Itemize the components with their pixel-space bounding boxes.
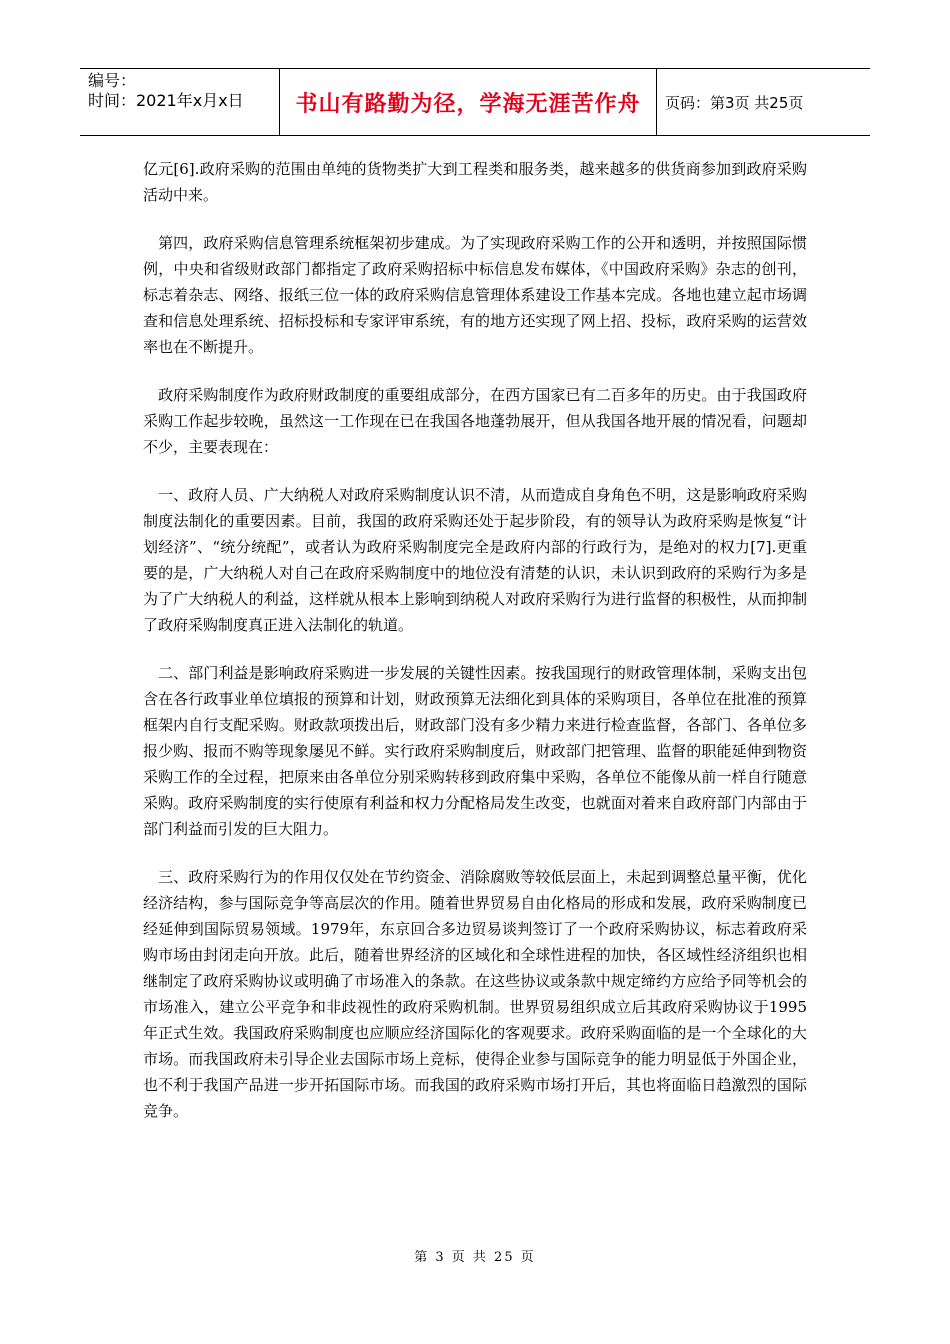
header-meta-cell: [80, 69, 280, 135]
paragraph-1: 亿元[6].政府采购的范围由单纯的货物类扩大到工程类和服务类，越来越多的供货商参加到政府采购活动中来。: [143, 160, 807, 204]
page-header: [80, 68, 870, 136]
paragraph-6: 三、政府采购行为的作用仅仅处在节约资金、消除腐败等较低层面上，未起到调整总量平衡，优化经济结构，参与国际竞争等高层次的作用。随着世界贸易自由化格局的形成和发展，政府采购制度已经延伸到国际贸易领域。1979年，东京回合多边贸易谈判签订了一个政府采购协议，标志着政府采购市场由封闭走向开放。此后，随着世界经济的区域化和全球性进程的加快，各区域性经济组织也相继制定了政府采购协议或明确了市场准入的条款。在这些协议或条款中规定缔约方应给予同等机会的市场准入，建立公平竞争和非歧视性的政府采购机制。世界贸易组织成立后其政府采购协议于1995年正式生效。我国政府采购制度也应顺应经济国际化的客观要求。政府采购面临的是一个全球化的大市场。而我国政府未引导企业去国际市场上竞标，使得企业参与国际竞争的能力明显低于外国企业，也不利于我国产品进一步开拓国际市场。而我国的政府采购市场打开后，其也将面临日趋激烈的国际竞争。: [143, 868, 807, 1120]
paragraph-2: 第四，政府采购信息管理系统框架初步建成。为了实现政府采购工作的公开和透明，并按照国际惯例，中央和省级财政部门都指定了政府采购招标中标信息发布媒体，《中国政府采购》杂志的创刊，标志着杂志、网络、报纸三位一体的政府采购信息管理体系建设工作基本完成。各地也建立起市场调查和信息处理系统、招标投标和专家评审系统，有的地方还实现了网上招、投标，政府采购的运营效率也在不断提升。: [143, 234, 807, 356]
header-motto: 书山有路勤为径，学海无涯苦作舟: [280, 69, 657, 135]
page-footer: 第 3 页 共 25 页: [414, 1250, 536, 1265]
document-body: [143, 156, 807, 1146]
document-date-label: 时间：2021年x月x日: [88, 91, 244, 110]
header-page-info: 页码：第3页 共25页: [665, 93, 804, 112]
paragraph-5: 二、部门利益是影响政府采购进一步发展的关键性因素。按我国现行的财政管理体制，采购支出包含在各行政事业单位填报的预算和计划，财政预算无法细化到具体的采购项目，各单位在批准的预算框架内自行支配采购。财政款项拨出后，财政部门没有多少精力来进行检查监督，各部门、各单位多报少购、报而不购等现象屡见不鲜。实行政府采购制度后，财政部门把管理、监督的职能延伸到物资采购工作的全过程，把原来由各单位分别采购转移到政府集中采购，各单位不能像从前一样自行随意采购。政府采购制度的实行使原有利益和权力分配格局发生改变，也就面对着来自政府部门内部由于部门利益而引发的巨大阻力。: [143, 664, 807, 838]
paragraph-3: 政府采购制度作为政府财政制度的重要组成部分，在西方国家已有二百多年的历史。由于我国政府采购工作起步较晚，虽然这一工作现在已在我国各地蓬勃展开，但从我国各地开展的情况看，问题却不少，主要表现在：: [143, 386, 807, 456]
paragraph-4: 一、政府人员、广大纳税人对政府采购制度认识不清，从而造成自身角色不明，这是影响政府采购制度法制化的重要因素。目前，我国的政府采购还处于起步阶段，有的领导认为政府采购是恢复“计划经济”、“统分统配”，或者认为政府采购制度完全是政府内部的行政行为，是绝对的权力[7].更重要的是，广大纳税人对自己在政府采购制度中的地位没有清楚的认识，未认识到政府的采购行为多是为了广大纳税人的利益，这样就从根本上影响到纳税人对政府采购行为进行监督的积极性，从而抑制了政府采购制度真正进入法制化的轨道。: [143, 486, 807, 634]
document-number-label: 编号：: [88, 71, 137, 90]
